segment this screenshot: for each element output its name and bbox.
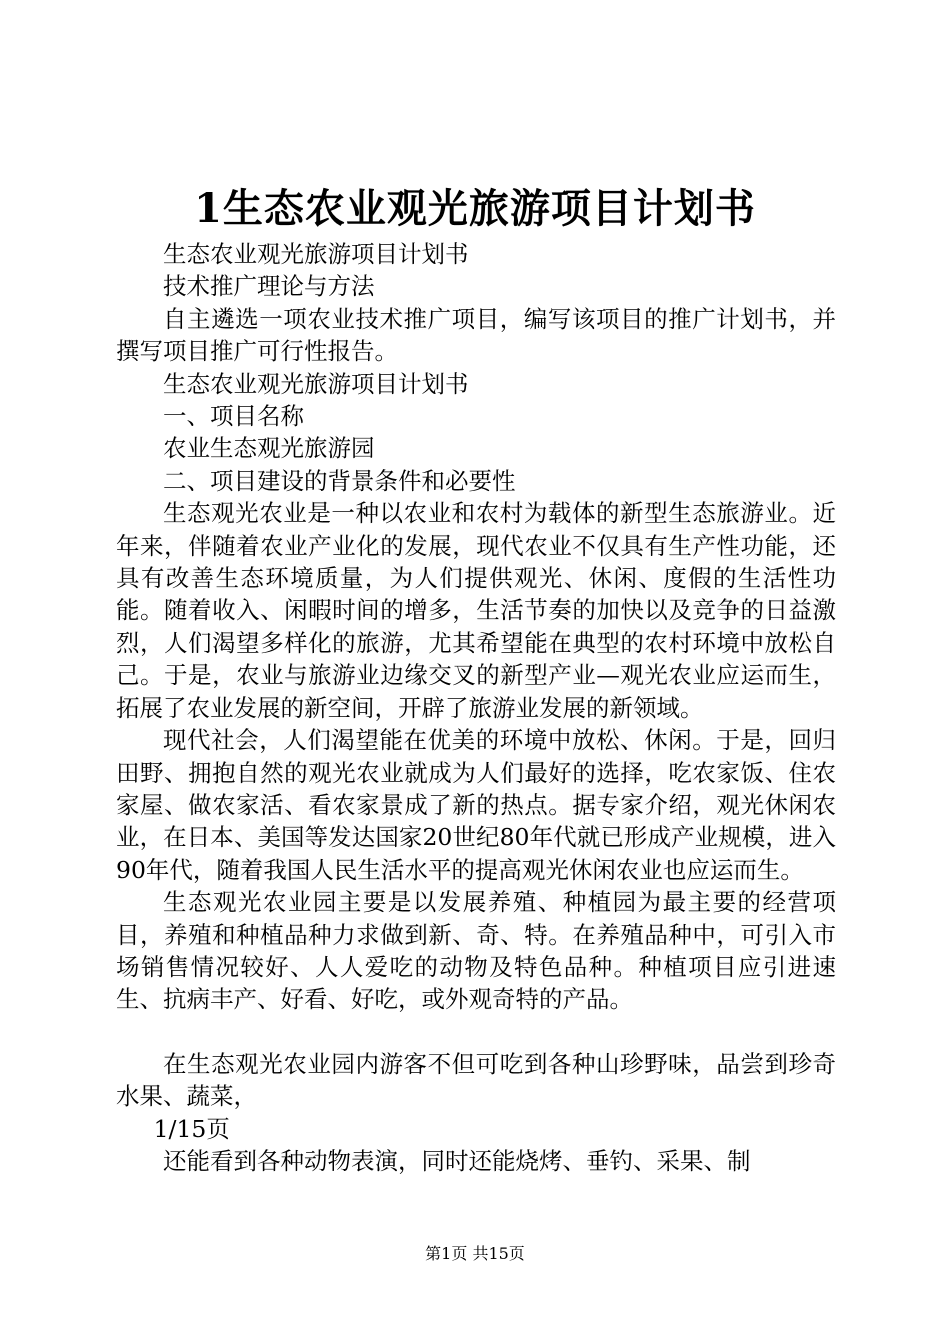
paragraph: 现代社会，人们渴望能在优美的环境中放松、休闲。于是，回归田野、拥抱自然的观光农业就成为人们最好的选择，吃农家饭、住农家屋、做农家活、看农家景成了新的热点。据专家介绍，观光休闲农业，在日本、美国等发达国家20世纪80年代就已形成产业规模，进入90年代，随着我国人民生活水平的提高观光休闲农业也应运而生。: [116, 726, 836, 884]
paragraph: 生态农业观光旅游项目计划书: [163, 369, 469, 398]
paragraph: 在生态观光农业园内游客不但可吃到各种山珍野味，品尝到珍奇水果、蔬菜，: [116, 1049, 836, 1111]
paragraph: 自主遴选一项农业技术推广项目，编写该项目的推广计划书，并撰写项目推广可行性报告。: [116, 304, 836, 366]
document-body: [116, 238, 836, 1177]
paragraph: 生态观光农业园主要是以发展养殖、种植园为最主要的经营项目，养殖和种植品种力求做到新、奇、特。在养殖品种中，可引入市场销售情况较好、人人爱吃的动物及特色品种。种植项目应引进速生、抗病丰产、好看、好吃，或外观奇特的产品。: [116, 888, 836, 1014]
section-heading: 二、项目建设的背景条件和必要性: [163, 466, 516, 495]
paragraph: 生态农业观光旅游项目计划书: [163, 240, 469, 268]
section-heading: 一、项目名称: [163, 402, 304, 431]
paragraph: 技术推广理论与方法: [163, 272, 375, 301]
inline-page-number: 1/15页: [153, 1114, 230, 1143]
document-title: 1生态农业观光旅游项目计划书: [194, 185, 756, 232]
page-footer: 第1页 共15页: [425, 1244, 525, 1263]
paragraph: 生态观光农业是一种以农业和农村为载体的新型生态旅游业。近年来，伴随着农业产业化的发展，现代农业不仅具有生产性功能，还具有改善生态环境质量，为人们提供观光、休闲、度假的生活性功能。随着收入、闲暇时间的增多，生活节奏的加快以及竞争的日益激烈，人们渴望多样化的旅游，尤其希望能在典型的农村环境中放松自己。于是，农业与旅游业边缘交叉的新型产业—观光农业应运而生，拓展了农业发展的新空间，开辟了旅游业发展的新领域。: [116, 499, 836, 722]
paragraph: 农业生态观光旅游园: [163, 434, 375, 463]
paragraph: 还能看到各种动物表演，同时还能烧烤、垂钓、采果、制: [163, 1146, 751, 1175]
